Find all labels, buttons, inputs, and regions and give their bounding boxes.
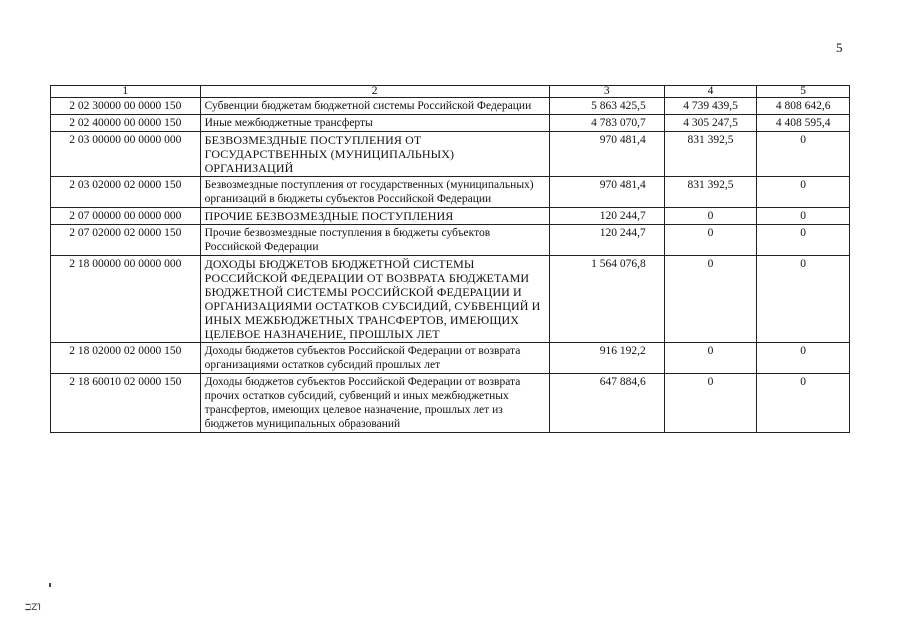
page-number: 5 [836,40,843,55]
table-body [51,98,850,433]
column-header-4: 4 [664,86,757,98]
income-name-cell: Иные межбюджетные трансферты [200,115,549,132]
column-header-1: 1 [51,86,201,98]
budget-code-cell: 2 07 00000 00 0000 000 [51,208,201,225]
income-name-cell: БЕЗВОЗМЕЗДНЫЕ ПОСТУПЛЕНИЯ ОТ ГОСУДАРСТВЕННЫХ (МУНИЦИПАЛЬНЫХ) ОРГАНИЗАЦИЙ [200,132,549,177]
table-row [51,225,850,256]
income-name-cell: ДОХОДЫ БЮДЖЕТОВ БЮДЖЕТНОЙ СИСТЕМЫ РОССИЙСКОЙ ФЕДЕРАЦИИ ОТ ВОЗВРАТА БЮДЖЕТАМИ БЮДЖЕТНОЙ СИСТЕМЫ РОССИЙСКОЙ ФЕДЕРАЦИИ И ОРГАНИЗАЦИЯМИ ОСТАТКОВ СУБСИДИЙ, СУБВЕНЦИЙ И ИНЫХ МЕЖБЮДЖЕТНЫХ ТРАНСФЕРТОВ, ИМЕЮЩИХ ЦЕЛЕВОЕ НАЗНАЧЕНИЕ, ПРОШЛЫХ ЛЕТ [200,256,549,343]
value-col5-cell: 0 [757,374,850,433]
budget-code-cell: 2 03 00000 00 0000 000 [51,132,201,177]
value-col5-cell: 0 [757,132,850,177]
budget-code-cell: 2 18 02000 02 0000 150 [51,343,201,374]
income-name-cell: Доходы бюджетов субъектов Российской Федерации от возврата прочих остатков субсидий, субвенций и иных межбюджетных трансфертов, имеющих целевое назначение, прошлых лет из бюджетов муниципальных образований [200,374,549,433]
table-row [51,132,850,177]
table-row [51,374,850,433]
value-col3-cell: 5 863 425,5 [549,98,664,115]
value-col3-cell: 970 481,4 [549,132,664,177]
value-col4-cell: 831 392,5 [664,177,757,208]
value-col3-cell: 120 244,7 [549,208,664,225]
margin-mark: ℶΖΊ [25,603,41,613]
income-name-cell: Прочие безвозмездные поступления в бюджеты субъектов Российской Федерации [200,225,549,256]
value-col5-cell: 4 408 595,4 [757,115,850,132]
income-name-cell: Доходы бюджетов субъектов Российской Федерации от возврата организациями остатков субсидий прошлых лет [200,343,549,374]
value-col3-cell: 120 244,7 [549,225,664,256]
table-row [51,115,850,132]
value-col4-cell: 831 392,5 [664,132,757,177]
budget-code-cell: 2 02 30000 00 0000 150 [51,98,201,115]
value-col4-cell: 4 305 247,5 [664,115,757,132]
column-header-2: 2 [200,86,549,98]
value-col5-cell: 0 [757,343,850,374]
value-col3-cell: 647 884,6 [549,374,664,433]
value-col5-cell: 0 [757,177,850,208]
value-col4-cell: 0 [664,374,757,433]
value-col5-cell: 0 [757,256,850,343]
value-col5-cell: 0 [757,225,850,256]
table-row [51,208,850,225]
value-col3-cell: 970 481,4 [549,177,664,208]
table-header-row [51,86,850,98]
value-col4-cell: 0 [664,343,757,374]
budget-code-cell: 2 18 60010 02 0000 150 [51,374,201,433]
value-col3-cell: 4 783 070,7 [549,115,664,132]
value-col4-cell: 0 [664,225,757,256]
budget-code-cell: 2 07 02000 02 0000 150 [51,225,201,256]
value-col4-cell: 0 [664,256,757,343]
budget-revenue-table [50,85,850,433]
value-col3-cell: 1 564 076,8 [549,256,664,343]
value-col4-cell: 0 [664,208,757,225]
table-row [51,256,850,343]
value-col3-cell: 916 192,2 [549,343,664,374]
income-name-cell: ПРОЧИЕ БЕЗВОЗМЕЗДНЫЕ ПОСТУПЛЕНИЯ [200,208,549,225]
value-col5-cell: 0 [757,208,850,225]
budget-code-cell: 2 02 40000 00 0000 150 [51,115,201,132]
column-header-3: 3 [549,86,664,98]
value-col4-cell: 4 739 439,5 [664,98,757,115]
table-row [51,98,850,115]
income-name-cell: Субвенции бюджетам бюджетной системы Российской Федерации [200,98,549,115]
budget-code-cell: 2 18 00000 00 0000 000 [51,256,201,343]
budget-code-cell: 2 03 02000 02 0000 150 [51,177,201,208]
column-header-5: 5 [757,86,850,98]
margin-tick-mark [49,583,51,587]
income-name-cell: Безвозмездные поступления от государственных (муниципальных) организаций в бюджеты субъектов Российской Федерации [200,177,549,208]
table-row [51,177,850,208]
table-row [51,343,850,374]
value-col5-cell: 4 808 642,6 [757,98,850,115]
